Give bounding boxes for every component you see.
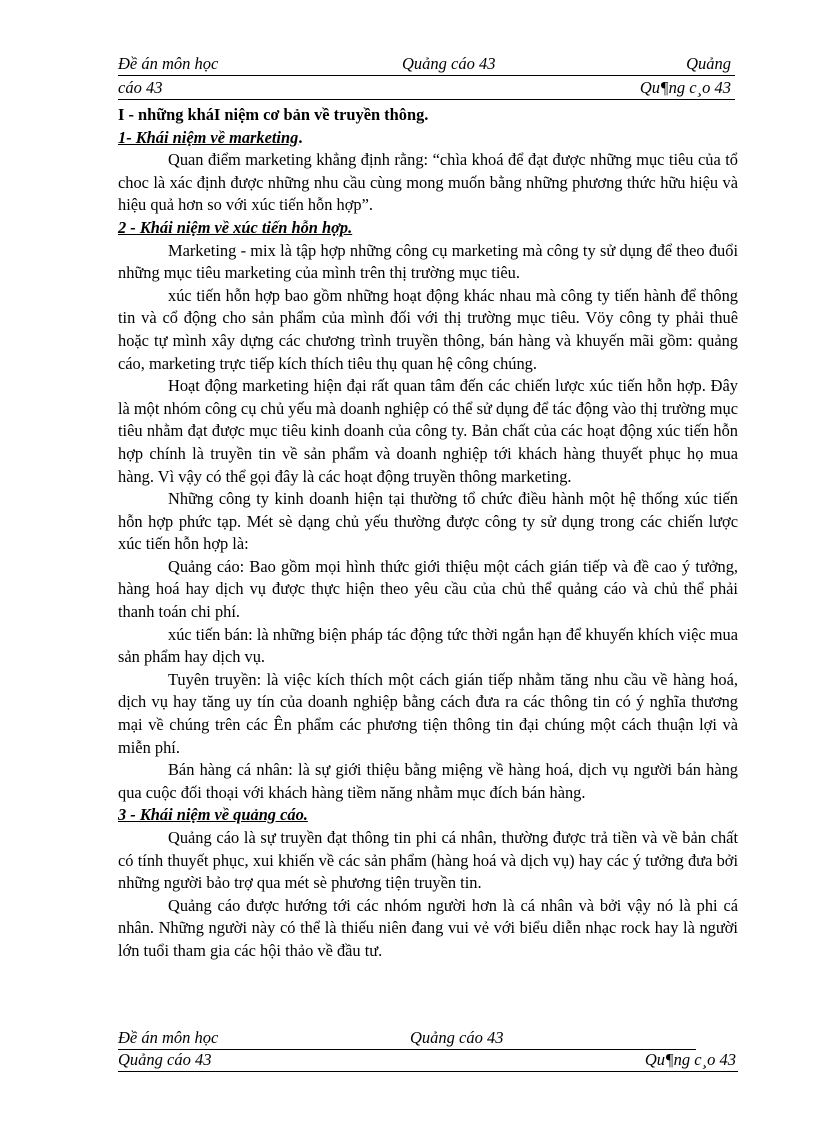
footer-title-encoded: Qu¶ng c¸o 43 (644, 1050, 736, 1069)
page-header-line-1 (118, 53, 735, 76)
paragraph: Quảng cáo được hướng tới các nhóm người hơn là cá nhân và bởi vậy nó là phi cá nhân. Những người này có thể là thiếu niên đang vui vẻ với biểu diễn nhạc rock hay là người lớn tuổi tham gia các hội thảo về đầu tư. (118, 895, 738, 960)
header-title-continued: cáo 43 (118, 78, 163, 97)
paragraph: Marketing - mix là tập hợp những công cụ marketing mà công ty sử dụng để theo đuổi những mục tiêu marketing của mình trên thị trường mục tiêu. (118, 240, 738, 283)
footer-course-label: Đề án môn học (118, 1028, 219, 1047)
paragraph: Quảng cáo là sự truyền đạt thông tin phi cá nhân, thường được trả tiền và về bản chất có tính thuyết phục, xui khiến về các sản phẩm (hàng hoá và dịch vụ) hay các ý tưởng đưa bởi những người bảo trợ qua mét sè phương tiện truyền tin. (118, 828, 738, 893)
paragraph: Bán hàng cá nhân: là sự giới thiệu bằng miệng về hàng hoá, dịch vụ người bán hàng qua cuộc đối thoại với khách hàng tiềm năng nhằm mục đích bán hàng. (118, 760, 738, 802)
header-title-encoded: Qu¶ng c¸o 43 (639, 78, 731, 97)
section-heading-1-text: 1- Khái niệm về marketing (118, 127, 299, 147)
header-title-wrap: Quảng (686, 54, 731, 73)
header-title: Quảng cáo 43 (402, 54, 496, 73)
footer-title-continued: Quảng cáo 43 (118, 1050, 212, 1069)
page-footer-line-2 (118, 1050, 738, 1072)
paragraph: Tuyên truyền: là việc kích thích một cách gián tiếp nhằm tăng nhu cầu về hàng hoá, dịch vụ hay tăng uy tín của doanh nghiệp bằng cách đưa ra các thông tin có ý nghĩa thương mại về chúng trên các Ên phẩm các phương tiện thông tin đại chúng một cách thuận lợi và miễn phí. (118, 669, 738, 757)
header-course-label: Đề án môn học (118, 54, 219, 73)
paragraph: xúc tiến bán: là những biện pháp tác động tức thời ngắn hạn để khuyến khích việc mua sản phẩm hay dịch vụ. (118, 624, 738, 667)
section-heading-1 (118, 127, 738, 150)
page-header-line-2 (118, 77, 735, 100)
page-footer-line-1 (118, 1028, 738, 1050)
section-heading-1-period: . (298, 127, 303, 147)
paragraph: Những công ty kinh doanh hiện tại thường tổ chức điều hành một hệ thống xúc tiến hỗn hợp phức tạp. Mét sè dạng chủ yếu thường được công ty sử dụng trong các chiến lược xúc tiến hỗn hợp là: (118, 489, 738, 554)
paragraph: xúc tiến hỗn hợp bao gồm những hoạt động khác nhau mà công ty tiến hành để thông tin và cổ động cho sản phẩm của mình đối với thị trường mục tiêu. Vöy công ty phải thuê hoặc tự mình xây dựng các chương trình truyền thông, bán hàng và khuyến mãi gồm: quảng cáo, marketing trực tiếp kích thích tiêu thụ quan hệ công chúng. (118, 285, 738, 373)
document-body (118, 104, 738, 963)
section-heading-3: 3 - Khái niệm về quảng cáo. (118, 805, 308, 825)
paragraph: Quảng cáo: Bao gồm mọi hình thức giới thiệu một cách gián tiếp và đề cao ý tưởng, hàng hoá hay dịch vụ được thực hiện theo yêu cầu của chủ thể quảng cáo và chủ thể phải thanh toán chi phí. (118, 556, 738, 622)
section-heading-main: I - những kháI niệm cơ bản về truyền thông. (118, 105, 429, 124)
footer-title: Quảng cáo 43 (410, 1028, 504, 1047)
paragraph: Quan điểm marketing khẳng định rằng: “chìa khoá để đạt được những mục tiêu của tổ choc là xác định được những nhu cầu cùng mong muốn bằng những phương thức hữu hiệu và hiệu quả hơn so với xúc tiến hỗn hợp”. (118, 150, 738, 215)
paragraph: Hoạt động marketing hiện đại rất quan tâm đến các chiến lược xúc tiến hỗn hợp. Đây là một nhóm công cụ chủ yếu mà doanh nghiệp có thể sử dụng để tác động vào thị trường mục tiêu nhằm đạt được mục tiêu kinh doanh của công ty. Bản chất của các hoạt động xúc tiến hỗn hợp chính là truyền tin về sản phẩm và doanh nghiệp tới khách hàng thuyết phục họ mua hàng. Vì vậy có thể gọi đây là các hoạt động truyền thông marketing. (118, 376, 739, 486)
section-heading-2: 2 - Khái niệm về xúc tiến hỗn hợp. (118, 217, 353, 237)
